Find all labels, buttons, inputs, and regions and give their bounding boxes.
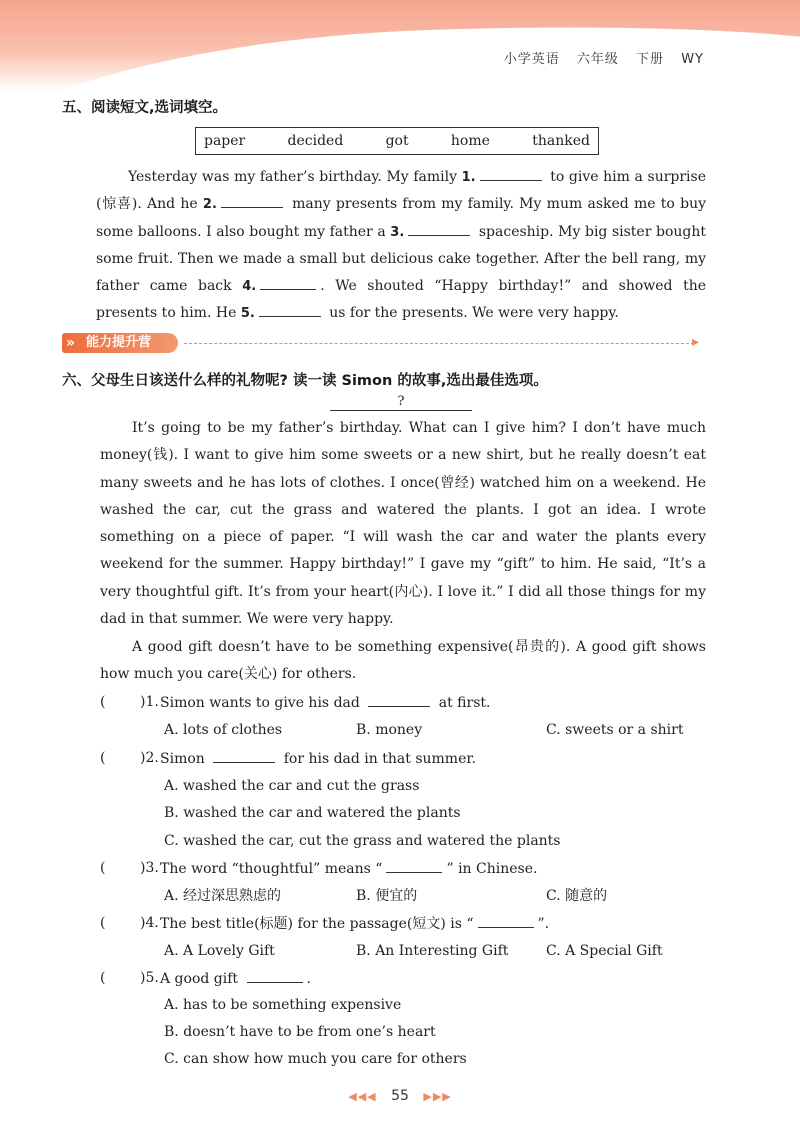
ability-tag [62, 333, 178, 353]
q2-blank[interactable] [213, 748, 275, 763]
q1-option-a[interactable]: A. lots of clothes [164, 722, 283, 738]
q4-option-a[interactable]: A. A Lovely Gift [164, 943, 275, 959]
q5-option-a[interactable]: A. has to be something expensive [164, 997, 402, 1013]
ability-tag-label: 能力提升营 [86, 335, 152, 350]
word-bank-item: paper [204, 133, 246, 149]
word-bank-item: got [385, 133, 409, 149]
edition-label: WY [681, 52, 704, 67]
grade-label: 六年级 [576, 52, 619, 67]
q4-option-b[interactable]: B. An Interesting Gift [356, 943, 509, 959]
double-chevron-icon: » [66, 335, 76, 351]
q4-option-c[interactable]: C. A Special Gift [546, 943, 663, 959]
section6-title: 六、父母生日该送什么样的礼物呢? 读一读 Simon 的故事,选出最佳选项。 [62, 373, 548, 389]
q1-option-c[interactable]: C. sweets or a shirt [546, 722, 684, 738]
subject-label: 小学英语 [503, 52, 560, 67]
page-number: 55 [391, 1088, 409, 1104]
q3-option-a[interactable]: A. 经过深思熟虑的 [164, 888, 282, 904]
answer-blank-3[interactable] [408, 221, 470, 236]
page-footer [0, 1088, 800, 1104]
answer-blank-5[interactable] [259, 302, 321, 317]
prev-arrows-icon: ◀◀◀ [348, 1090, 377, 1103]
q1-blank[interactable] [368, 692, 430, 707]
q4-blank[interactable] [478, 913, 534, 928]
ability-banner [62, 332, 712, 354]
q2-option-a[interactable]: A. washed the car and cut the grass [164, 778, 420, 794]
word-bank-item: home [450, 133, 490, 149]
q1-option-b[interactable]: B. money [356, 722, 423, 738]
q3-blank[interactable] [386, 858, 442, 873]
section6-paragraph-1: It’s going to be my father’s birthday. What can I give him? I don’t have much money(钱). I want to give him some sweets or a new shirt, but he really doesn’t eat many sweets and he has lots of clothes. I once(曾经) watched him on a weekend. He washed the car, cut the grass and watered the plants. I got an idea. I wrote something on a piece of paper. “I will wash the car and water the plants every weekend for the summer. Happy birthday!” I gave my “gift” to him. He said, “It’s a very thoughtful gift. It’s from your heart(内心). I love it.” I did all those things for my dad in that summer. We were very happy. [100, 420, 706, 628]
next-arrows-icon: ▶▶▶ [423, 1090, 452, 1103]
q2-option-b[interactable]: B. washed the car and watered the plants [164, 805, 461, 821]
section5-title: 五、阅读短文,选词填空。 [62, 100, 228, 116]
answer-blank-4[interactable] [260, 275, 316, 290]
q3-option-c[interactable]: C. 随意的 [546, 888, 608, 904]
q3-option-b[interactable]: B. 便宜的 [356, 888, 418, 904]
answer-blank-2[interactable] [221, 193, 283, 208]
q5-blank[interactable] [247, 968, 303, 983]
book-info [492, 48, 704, 67]
header-banner [0, 0, 800, 92]
section5-passage: Yesterday was my father’s birthday. My family 1. to give him a surprise (惊喜). And he 2. many presents from my family. My mum asked me to buy some balloons. I also bought my father a 3. spaceship. My big sister bought some fruit. Then we made a small but delicious cake together. After the bell rang, my father came back 4. . We shouted “Happy birthday!” and showed the presents to him. He 5. us for the presents. We were very happy. [96, 164, 706, 328]
q2-option-c[interactable]: C. washed the car, cut the grass and watered the plants [164, 833, 561, 849]
q5-option-c[interactable]: C. can show how much you care for others [164, 1051, 467, 1067]
section6-paragraph-2: A good gift doesn’t have to be something expensive(昂贵的). A good gift shows how much you care(关心) for others. [100, 639, 706, 683]
word-bank-item: decided [287, 133, 344, 149]
arrow-right-icon: ▸ [692, 334, 700, 350]
word-bank [195, 127, 599, 155]
term-label: 下册 [636, 52, 665, 67]
q5-option-b[interactable]: B. doesn’t have to be from one’s heart [164, 1024, 436, 1040]
word-bank-item: thanked [532, 133, 590, 149]
passage-title-blank[interactable]: ? [330, 394, 472, 411]
answer-blank-1[interactable] [480, 166, 542, 181]
